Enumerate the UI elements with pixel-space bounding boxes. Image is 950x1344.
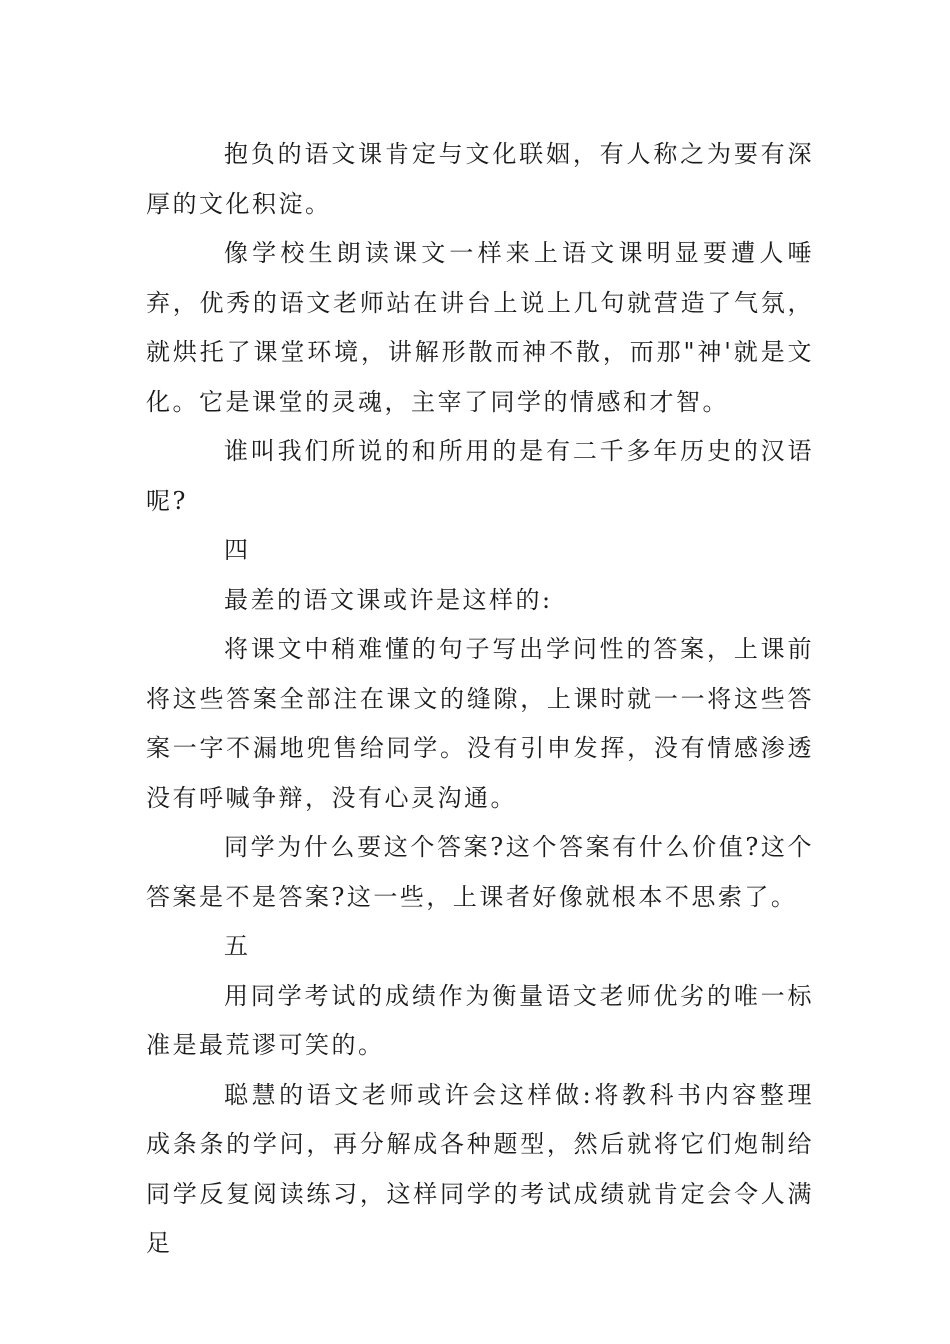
- paragraph-reading: 像学校生朗读课文一样来上语文课明显要遭人唾弃，优秀的语文老师站在讲台上说上几句就营造了气氛，就烘托了课堂环境，讲解形散而神不散，而那"神'就是文化。它是课堂的灵魂，主宰了同学的情感和才智。: [146, 239, 814, 416]
- paragraph-exam-scores: 用同学考试的成绩作为衡量语文老师优劣的唯一标准是最荒谬可笑的。: [146, 981, 814, 1059]
- paragraph-clever-teacher: 聪慧的语文老师或许会这样做:将教科书内容整理成条条的学问，再分解成各种题型，然后就将它们炮制给同学反复阅读练习，这样同学的考试成绩就肯定会令人满足: [146, 1080, 814, 1257]
- section-heading-five: 五: [224, 932, 251, 960]
- paragraph-worst-class: 最差的语文课或许是这样的:: [224, 585, 553, 614]
- section-heading-four: 四: [224, 536, 251, 564]
- paragraph-chinese-history: 谁叫我们所说的和所用的是有二千多年历史的汉语呢?: [146, 437, 814, 515]
- paragraph-culture: 抱负的语文课肯定与文化联姻，有人称之为要有深厚的文化积淀。: [146, 140, 814, 218]
- document-body: [146, 130, 814, 1269]
- paragraph-questions: 同学为什么要这个答案?这个答案有什么价值?这个答案是不是答案?这一些，上课者好像就根本不思索了。: [146, 833, 814, 911]
- paragraph-answers: 将课文中稍难懂的句子写出学问性的答案，上课前将这些答案全部注在课文的缝隙，上课时就一一将这些答案一字不漏地兜售给同学。没有引申发挥，没有情感渗透没有呼喊争辩，没有心灵沟通。: [146, 635, 814, 812]
